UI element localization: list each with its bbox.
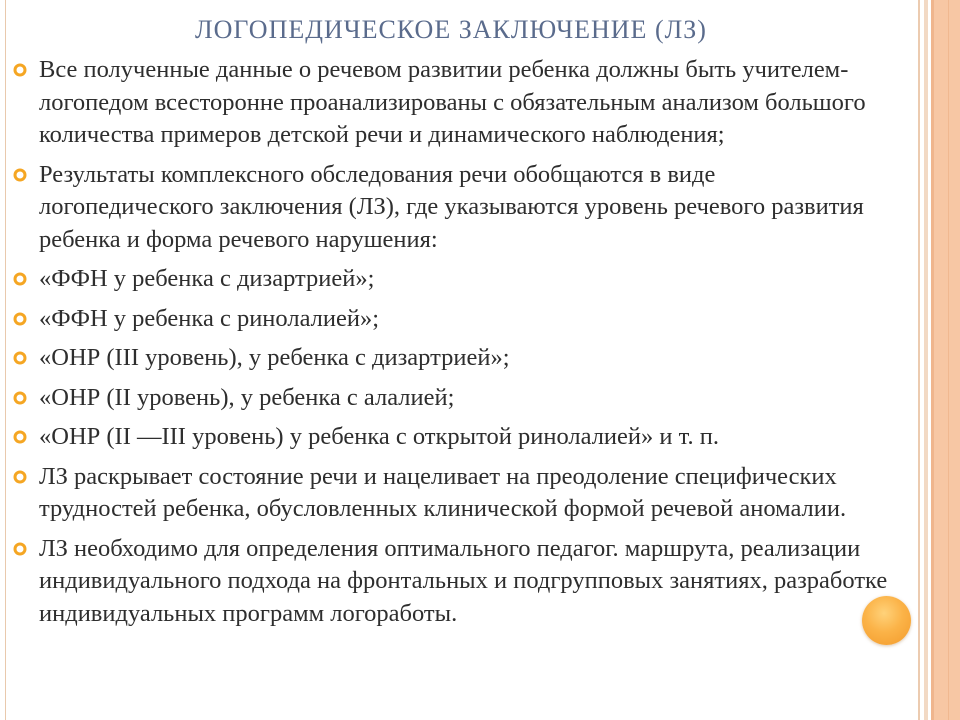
bullet-list — [12, 54, 892, 637]
list-item — [12, 303, 892, 336]
list-item-text: Все полученные данные о речевом развитии ребенка должны быть учителем-логопедом всесторонне проанализированы с обязательным анализом большого количества примеров детской речи и динамического наблюдения; — [39, 56, 866, 148]
list-item — [12, 421, 892, 454]
list-item-text: ЛЗ необходимо для определения оптимального педагог. маршрута, реализации индивидуального подхода на фронтальных и подгрупповых занятиях, разработке индивидуальных программ логоработы. — [39, 534, 888, 627]
list-item — [12, 54, 892, 152]
decorative-stripe — [918, 0, 920, 720]
bullet-ring-icon — [12, 167, 28, 183]
bullet-ring-icon — [12, 469, 28, 485]
bullet-ring-icon — [12, 541, 28, 557]
bullet-ring-icon — [12, 429, 28, 445]
list-item-text: Результаты комплексного обследования речи обобщаются в виде логопедического заключения (ЛЗ), где указываются уровень речевого развития ребенка и форма речевого нарушения: — [39, 160, 864, 253]
bullet-ring-icon — [12, 62, 28, 78]
list-item — [12, 159, 892, 257]
bullet-ring-icon — [12, 271, 28, 287]
list-item — [12, 461, 892, 526]
list-item-text: «ОНР (II —III уровень) у ребенка с открытой ринолалией» и т. п. — [39, 423, 719, 450]
decorative-stripe — [948, 0, 949, 720]
list-item — [12, 382, 892, 415]
decorative-stripe — [931, 0, 960, 720]
list-item-text: «ФФН у ребенка с дизартрией»; — [39, 265, 375, 292]
decorative-stripe — [924, 0, 928, 720]
list-item — [12, 342, 892, 375]
list-item — [12, 263, 892, 296]
list-item-text: ЛЗ раскрывает состояние речи и нацеливает на преодоление специфических трудностей ребенка, обусловленных клинической формой речевой аномалии. — [39, 462, 847, 522]
list-item-text: «ФФН у ребенка с ринолалией»; — [39, 304, 380, 332]
bullet-ring-icon — [12, 311, 28, 327]
orange-circle-icon — [862, 596, 911, 645]
list-item-text: «ОНР (III уровень), у ребенка с дизартрией»; — [39, 344, 510, 371]
list-item-text: «ОНР (II уровень), у ребенка с алалией; — [39, 383, 455, 411]
decorative-stripe — [931, 0, 934, 720]
slide-title: ЛОГОПЕДИЧЕСКОЕ ЗАКЛЮЧЕНИЕ (ЛЗ) — [195, 15, 707, 44]
bullet-ring-icon — [12, 390, 28, 406]
bullet-ring-icon — [12, 350, 28, 366]
left-border-rule — [5, 0, 6, 720]
list-item — [12, 533, 892, 631]
